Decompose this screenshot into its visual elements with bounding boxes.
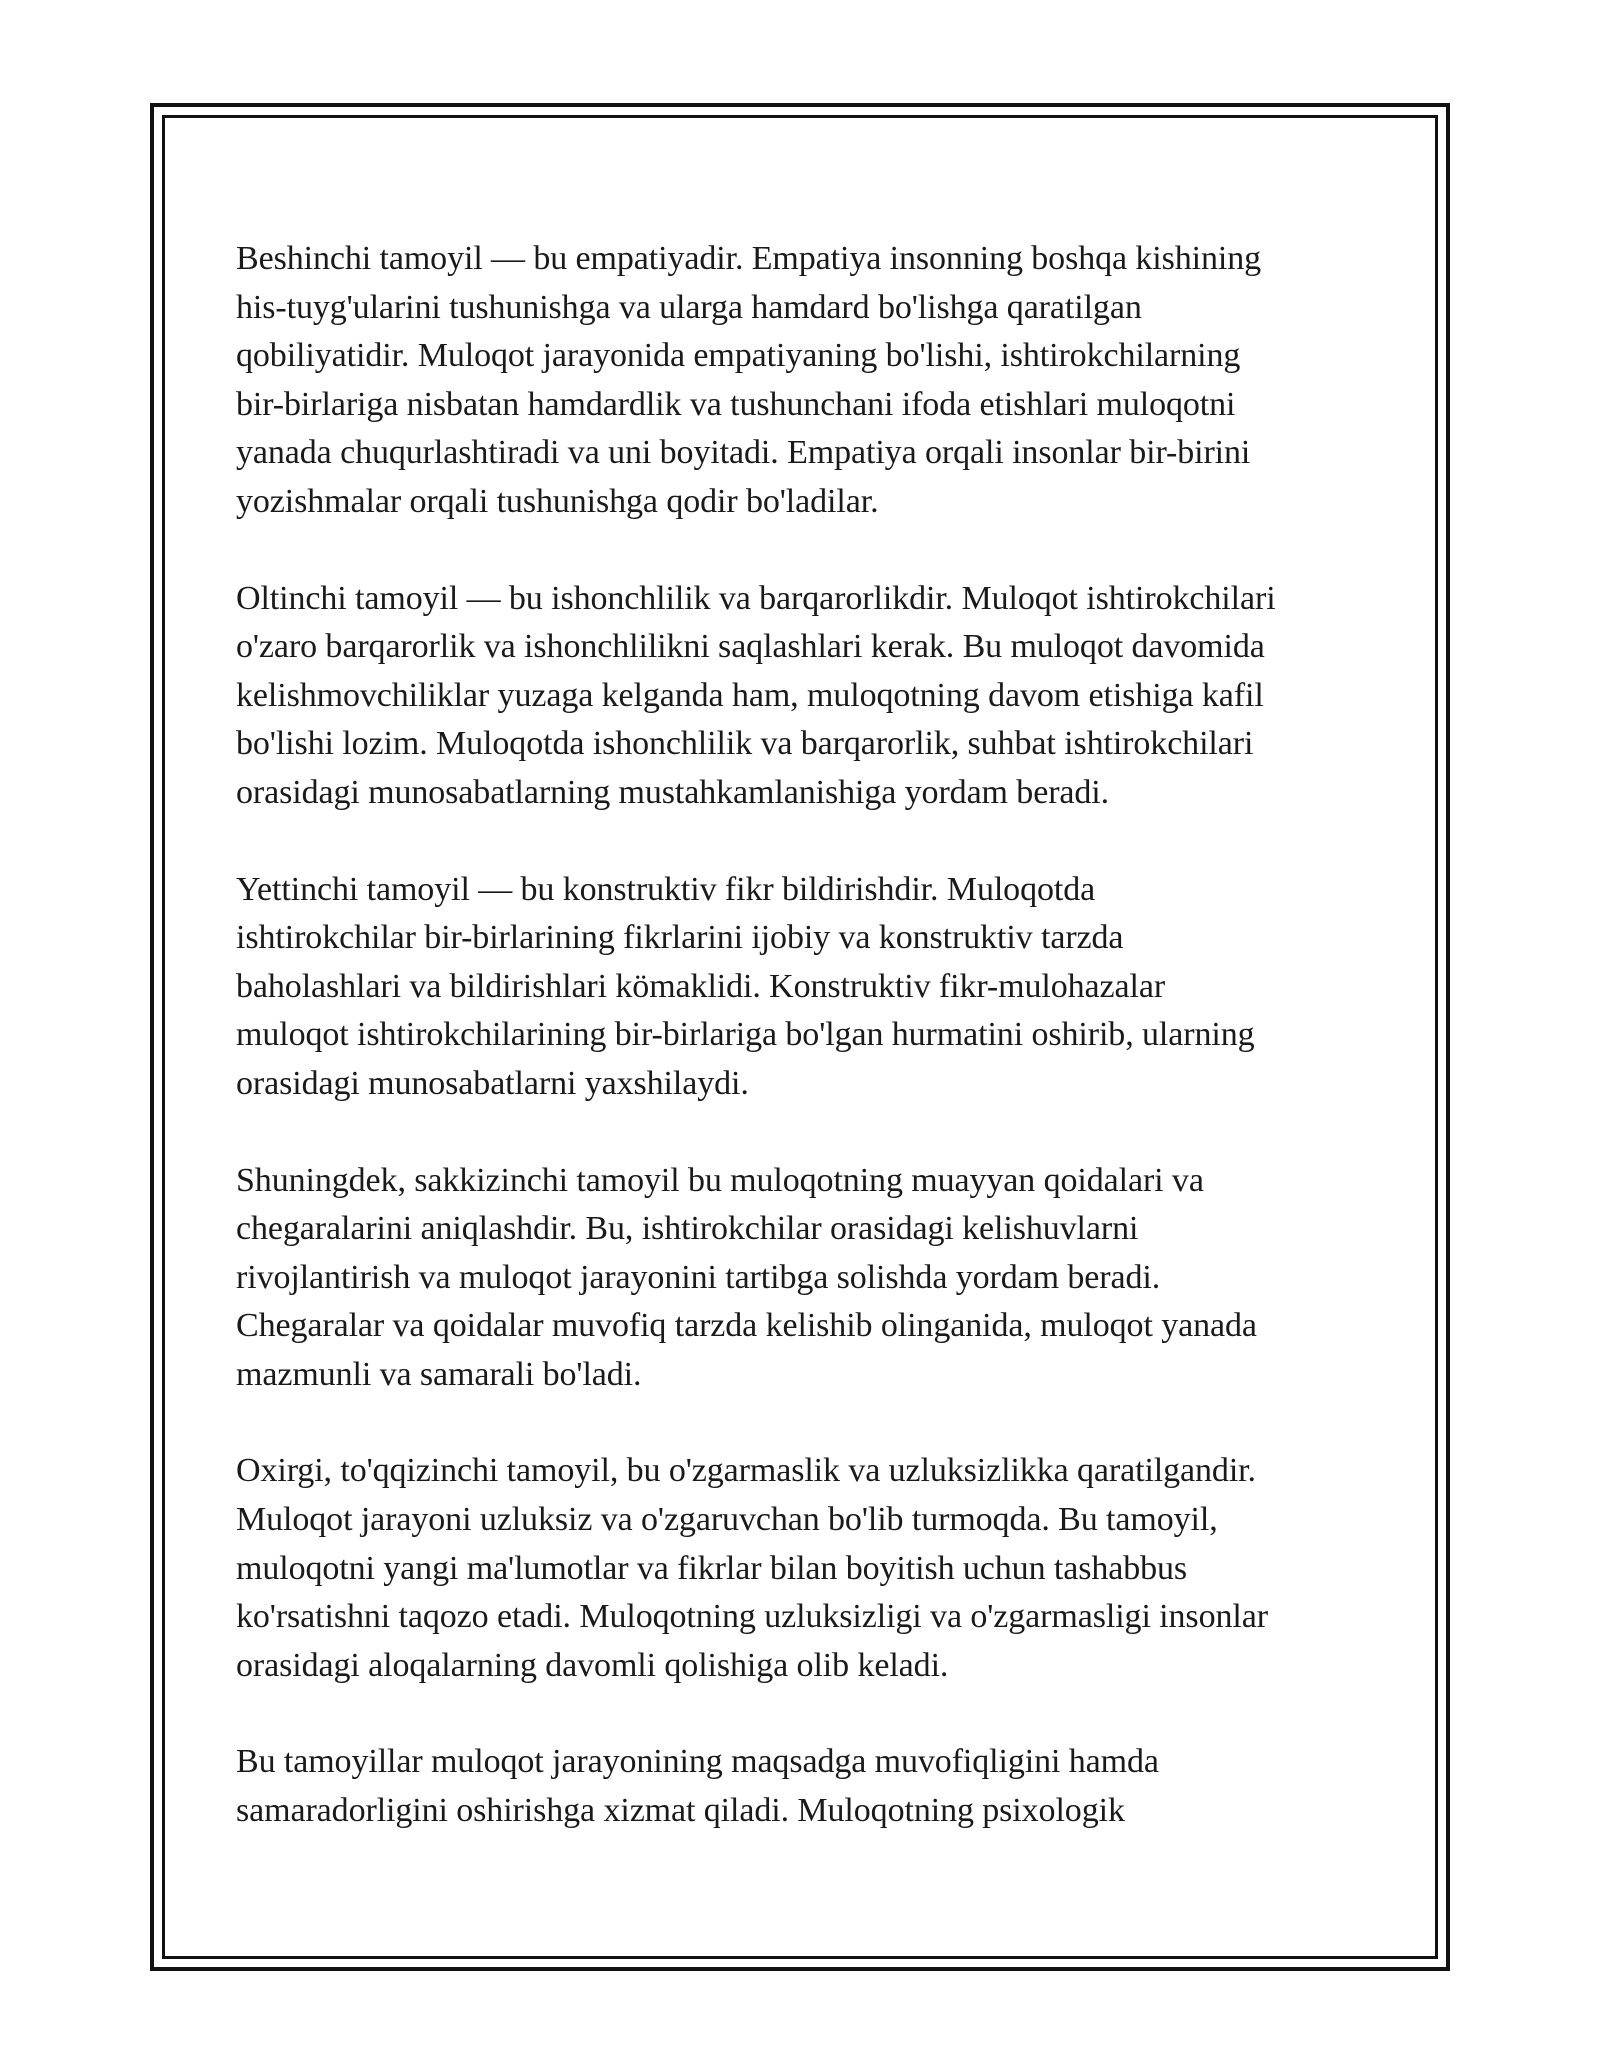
text-line: bir-birlariga nisbatan hamdardlik va tushunchani ifoda etishlari muloqotni <box>236 385 1236 423</box>
paragraph-oltinchi-tamoyil <box>236 575 1366 818</box>
document-body <box>236 235 1366 1884</box>
text-line: chegaralarini aniqlashdir. Bu, ishtirokchilar orasidagi kelishuvlarni <box>236 1210 1139 1248</box>
text-line: samaradorligini oshirishga xizmat qiladi. Muloqotning psixologik <box>236 1792 1125 1830</box>
text-line: muloqot ishtirokchilarining bir-birlariga bo'lgan hurmatini oshirib, ularning <box>236 1016 1255 1054</box>
text-line: Yettinchi tamoyil — bu konstruktiv fikr bildirishdir. Muloqotda <box>236 870 1096 908</box>
text-line: orasidagi munosabatlarning mustahkamlanishiga yordam beradi. <box>236 773 1110 811</box>
paragraph-beshinchi-tamoyil <box>236 235 1366 527</box>
text-line: Oltinchi tamoyil — bu ishonchlilik va barqarorlikdir. Muloqot ishtirokchilari <box>236 579 1276 617</box>
text-line: yanada chuqurlashtiradi va uni boyitadi. Empatiya orqali insonlar bir-birini <box>236 434 1251 472</box>
text-line: Oxirgi, to'qqizinchi tamoyil, bu o'zgarmaslik va uzluksizlikka qaratilgandir. <box>236 1452 1256 1490</box>
text-line: o'zaro barqarorlik va ishonchlilikni saqlashlari kerak. Bu muloqot davomida <box>236 628 1265 666</box>
text-line: muloqotni yangi ma'lumotlar va fikrlar bilan boyitish uchun tashabbus <box>236 1549 1188 1587</box>
text-line: bo'lishi lozim. Muloqotda ishonchlilik va barqarorlik, suhbat ishtirokchilari <box>236 725 1254 763</box>
text-line: yozishmalar orqali tushunishga qodir bo'ladilar. <box>236 482 879 520</box>
paragraph-toqqizinchi-tamoyil <box>236 1447 1366 1690</box>
text-line: orasidagi aloqalarning davomli qolishiga olib keladi. <box>236 1646 949 1684</box>
text-line: ko'rsatishni taqozo etadi. Muloqotning uzluksizligi va o'zgarmasligi insonlar <box>236 1598 1268 1636</box>
paragraph-conclusion <box>236 1738 1366 1835</box>
text-line: kelishmovchiliklar yuzaga kelganda ham, muloqotning davom etishiga kafil <box>236 676 1264 714</box>
text-line: his-tuyg'ularini tushunishga va ularga hamdard bo'lishga qaratilgan <box>236 288 1142 326</box>
text-line: mazmunli va samarali bo'ladi. <box>236 1355 642 1393</box>
paragraph-sakkizinchi-tamoyil <box>236 1157 1366 1400</box>
text-line: Muloqot jarayoni uzluksiz va o'zgaruvchan bo'lib turmoqda. Bu tamoyil, <box>236 1501 1218 1539</box>
text-line: ishtirokchilar bir-birlarining fikrlarini ijobiy va konstruktiv tarzda <box>236 919 1124 957</box>
text-line: qobiliyatidir. Muloqot jarayonida empatiyaning bo'lishi, ishtirokchilarning <box>236 337 1241 375</box>
paragraph-yettinchi-tamoyil <box>236 866 1366 1109</box>
text-line: rivojlantirish va muloqot jarayonini tartibga solishda yordam beradi. <box>236 1258 1161 1296</box>
text-line: Shuningdek, sakkizinchi tamoyil bu muloqotning muayyan qoidalari va <box>236 1161 1204 1199</box>
text-line: baholashlari va bildirishlari kömaklidi. Konstruktiv fikr-mulohazalar <box>236 967 1166 1005</box>
text-line: Beshinchi tamoyil — bu empatiyadir. Empatiya insonning boshqa kishining <box>236 240 1262 277</box>
text-line: Chegaralar va qoidalar muvofiq tarzda kelishib olinganida, muloqot yanada <box>236 1307 1257 1345</box>
text-line: orasidagi munosabatlarni yaxshilaydi. <box>236 1064 749 1102</box>
text-line: Bu tamoyillar muloqot jarayonining maqsadga muvofiqligini hamda <box>236 1743 1159 1781</box>
